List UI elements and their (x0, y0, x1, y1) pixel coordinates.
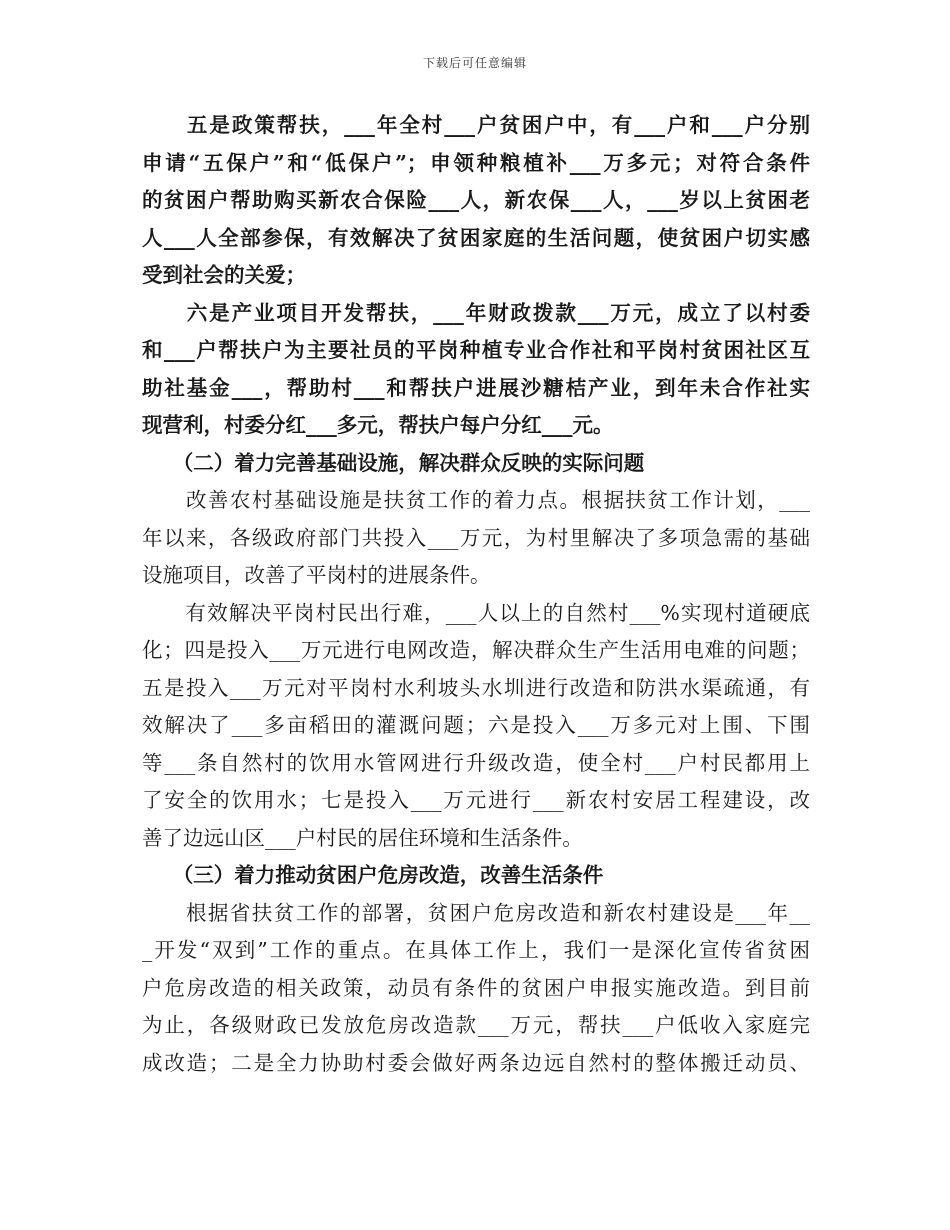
section-heading: （三）着力推动贫困户危房改造，改善生活条件 (142, 863, 604, 887)
text-line: 了安全的饮用水；七是投入___万元进行___新农村安居工程建设，改 (142, 788, 810, 812)
text-line: 等___条自然村的饮用水管网进行升级改造，使全村___户村民都用上 (142, 750, 810, 775)
text-line: _开发“双到”工作的重点。在具体工作上，我们一是深化宣传省贫困 (142, 938, 810, 962)
paragraph-policy-support (142, 107, 810, 295)
text-line: 年以来，各级政府部门共投入___万元，为村里解决了多项急需的基础 (142, 525, 810, 550)
text-line: 成改造；二是全力协助村委会做好两条边远自然村的整体搬迁动员、 (142, 1050, 810, 1075)
text-line: 化；四是投入___万元进行电网改造，解决群众生产生活用电难的问题； (142, 638, 810, 662)
document-body (142, 107, 810, 1082)
paragraph-infrastructure-intro (142, 482, 810, 595)
text-line: 善了边远山区___户村民的居住环境和生活条件。 (142, 825, 583, 850)
text-line: 的贫困户帮助购买新农合保险___人，新农保___人，___岁以上贫困老 (142, 188, 810, 212)
section-heading-infrastructure (142, 445, 810, 483)
text-line: 和___户帮扶户为主要社员的平岗种植专业合作社和平岗村贫困社区互 (142, 338, 810, 362)
paragraph-infrastructure-details (142, 595, 810, 858)
text-line: 五是政策帮扶，___年全村___户贫困户中，有___户和___户分别 (142, 113, 810, 137)
text-line: 六是产业项目开发帮扶，___年财政拨款___万元，成立了以村委 (142, 300, 810, 325)
text-line: 户危房改造的相关政策，动员有条件的贫困户申报实施改造。到目前 (142, 975, 810, 1000)
page-header: 下载后可任意编辑 (422, 56, 527, 70)
text-line: 五是投入___万元对平岗村水利坡头水圳进行改造和防洪水渠疏通，有 (142, 675, 810, 700)
text-line: 现营利，村委分红___多元，帮扶户每户分红___元。 (142, 413, 614, 437)
text-line: 效解决了___多亩稻田的灌溉问题；六是投入___万多元对上围、下围 (142, 713, 810, 737)
text-line: 助社基金___，帮助村___和帮扶户进展沙糖桔产业，到年未合作社实 (142, 375, 810, 400)
paragraph-housing-renovation (142, 895, 810, 1083)
text-line: 有效解决平岗村民出行难，___人以上的自然村___%实现村道硬底 (142, 600, 810, 625)
text-line: 申请“五保户”和“低保户”；申领种粮植补___万多元；对符合条件 (142, 150, 810, 175)
text-line: 改善农村基础设施是扶贫工作的着力点。根据扶贫工作计划，___ (142, 488, 810, 512)
text-line: 根据省扶贫工作的部署，贫困户危房改造和新农村建设是___年__ (142, 900, 810, 925)
section-heading-housing (142, 857, 810, 895)
paragraph-industry-support (142, 295, 810, 445)
text-line: 为止，各级财政已发放危房改造款___万元，帮扶___户低收入家庭完 (142, 1013, 810, 1037)
text-line: 设施项目，改善了平岗村的进展条件。 (142, 563, 491, 587)
text-line: 受到社会的关爱； (142, 263, 306, 287)
section-heading: （二）着力完善基础设施，解决群众反映的实际问题 (142, 450, 645, 475)
text-line: 人___人全部参保，有效解决了贫困家庭的生活问题，使贫困户切实感 (142, 225, 810, 250)
